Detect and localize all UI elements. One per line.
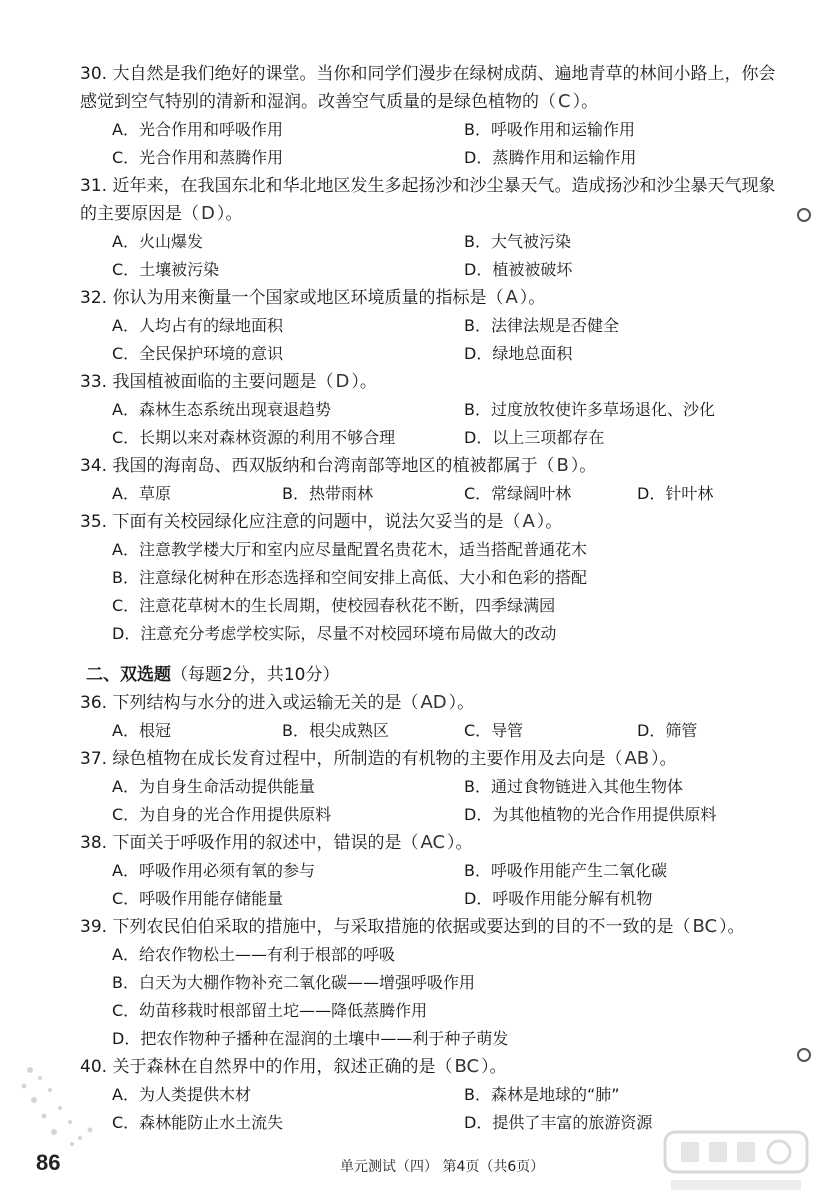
- handwritten-answer: A: [522, 511, 535, 532]
- question-text: 下面有关校园绿化应注意的问题中，说法欠妥当的是（: [112, 512, 521, 532]
- option-a: A．光合作用和呼吸作用: [112, 120, 283, 139]
- question-text: 近年来，在我国东北和华北地区发生多起扬沙和沙尘暴天气。造成扬沙和沙尘暴天气现象: [112, 176, 776, 196]
- option-a: A．草原: [112, 484, 171, 503]
- question-33: 33. 我国植被面临的主要问题是（ D ）。: [80, 371, 377, 392]
- question-number: 31.: [80, 176, 108, 196]
- handwritten-answer: AC: [420, 832, 446, 853]
- option-c: C．常绿阔叶林: [464, 484, 572, 503]
- handwritten-answer: B: [556, 455, 569, 476]
- option-a: A．给农作物松土——有利于根部的呼吸: [112, 945, 395, 964]
- option-a: A．注意教学楼大厅和室内应尽量配置名贵花木，适当搭配普通花木: [112, 540, 587, 559]
- option-b: B．白天为大棚作物补充二氧化碳——增强呼吸作用: [112, 973, 475, 992]
- question-text: 关于森林在自然界中的作用，叙述正确的是（: [112, 1057, 453, 1077]
- question-text: 下列农民伯伯采取的措施中，与采取措施的依据或要达到的目的不一致的是（: [112, 917, 691, 937]
- option-c: C．长期以来对森林资源的利用不够合理: [112, 428, 396, 447]
- option-c: C．光合作用和蒸腾作用: [112, 148, 284, 167]
- option-d: D．注意充分考虑学校实际，尽量不对校园环境布局做大的改动: [112, 624, 557, 643]
- question-text: 下列结构与水分的进入或运输无关的是（: [112, 693, 419, 713]
- option-c: C．幼苗移栽时根部留土坨——降低蒸腾作用: [112, 1001, 428, 1020]
- option-c: C．为自身的光合作用提供原料: [112, 805, 332, 824]
- option-a: A．森林生态系统出现衰退趋势: [112, 400, 331, 419]
- question-number: 35.: [80, 512, 108, 532]
- question-39: 39. 下列农民伯伯采取的措施中，与采取措施的依据或要达到的目的不一致的是（ BC ）。: [80, 916, 745, 937]
- question-30: 30. 大自然是我们绝好的课堂。当你和同学们漫步在绿树成荫、遍地青草的林间小路上，你会 感觉到空气特别的清新和湿润。改善空气质量的是绿色植物的（ C ）。: [80, 64, 776, 112]
- question-36: 36. 下列结构与水分的进入或运输无关的是（ AD ）。: [80, 692, 475, 713]
- binder-hole-icon: [797, 1048, 811, 1062]
- option-d: D．以上三项都存在: [464, 428, 605, 447]
- option-a: A．为自身生命活动提供能量: [112, 777, 315, 796]
- question-35: 35. 下面有关校园绿化应注意的问题中，说法欠妥当的是（ A ）。: [80, 511, 563, 532]
- option-a: A．为人类提供木材: [112, 1085, 251, 1104]
- footer-caption: 单元测试（四） 第4页（共6页）: [340, 1159, 545, 1175]
- option-d: D．提供了丰富的旅游资源: [464, 1113, 653, 1132]
- option-a: A．人均占有的绿地面积: [112, 316, 283, 335]
- question-34: 34. 我国的海南岛、西双版纳和台湾南部等地区的植被都属于（ B ）。: [80, 455, 597, 476]
- question-text: 绿色植物在成长发育过程中，所制造的有机物的主要作用及去向是（: [112, 749, 623, 769]
- question-number: 38.: [80, 833, 108, 853]
- option-c: C．呼吸作用能存储能量: [112, 889, 284, 908]
- option-c: C．注意花草树木的生长周期，使校园春秋花不断，四季绿满园: [112, 596, 556, 615]
- option-d: D．把农作物种子播种在湿润的土壤中——利于种子萌发: [112, 1029, 509, 1048]
- option-d: D．绿地总面积: [464, 344, 573, 363]
- question-number: 34.: [80, 456, 108, 476]
- question-number: 30.: [80, 64, 108, 84]
- option-d: D．针叶林: [637, 484, 714, 503]
- option-d: D．为其他植物的光合作用提供原料: [464, 805, 717, 824]
- option-b: B．大气被污染: [464, 232, 571, 251]
- option-a: A．呼吸作用必须有氧的参与: [112, 861, 315, 880]
- option-b: B．呼吸作用和运输作用: [464, 120, 635, 139]
- option-b: B．通过食物链进入其他生物体: [464, 777, 683, 796]
- handwritten-answer: C: [558, 91, 571, 112]
- option-b: B．热带雨林: [282, 484, 373, 503]
- option-c: C．全民保护环境的意识: [112, 344, 284, 363]
- handwritten-answer: A: [505, 287, 518, 308]
- question-text: 的主要原因是（: [80, 204, 199, 224]
- option-d: D．植被被破坏: [464, 260, 573, 279]
- option-c: C．导管: [464, 721, 524, 740]
- option-b: B．呼吸作用能产生二氧化碳: [464, 861, 667, 880]
- question-text: 下面关于呼吸作用的叙述中，错误的是（: [112, 833, 419, 853]
- question-32: 32. 你认为用来衡量一个国家或地区环境质量的指标是（ A ）。: [80, 287, 546, 308]
- option-a: A．火山爆发: [112, 232, 203, 251]
- question-text: 我国植被面临的主要问题是（: [112, 372, 334, 392]
- section-heading: [86, 661, 339, 689]
- binder-hole-icon: [797, 208, 811, 222]
- handwritten-answer: AB: [624, 748, 650, 769]
- question-text: 你认为用来衡量一个国家或地区环境质量的指标是（: [112, 288, 504, 308]
- question-text: 大自然是我们绝好的课堂。当你和同学们漫步在绿树成荫、遍地青草的林间小路上，你会: [112, 64, 776, 84]
- section-note: （每题2分，共10分）: [171, 665, 340, 685]
- option-a: A．根冠: [112, 721, 171, 740]
- option-b: B．过度放牧使许多草场退化、沙化: [464, 400, 715, 419]
- option-b: B．法律法规是否健全: [464, 316, 619, 335]
- handwritten-answer: BC: [454, 1056, 480, 1077]
- option-d: D．呼吸作用能分解有机物: [464, 889, 653, 908]
- handwritten-answer: D: [201, 203, 215, 224]
- option-c: C．土壤被污染: [112, 260, 220, 279]
- question-number: 33.: [80, 372, 108, 392]
- option-b: B．森林是地球的“肺”: [464, 1085, 620, 1104]
- question-number: 36.: [80, 693, 108, 713]
- watermark-logo-icon: [661, 1126, 811, 1196]
- handwritten-answer: D: [335, 371, 350, 392]
- question-37: 37. 绿色植物在成长发育过程中，所制造的有机物的主要作用及去向是（ AB ）。: [80, 748, 677, 769]
- question-text: 感觉到空气特别的清新和湿润。改善空气质量的是绿色植物的（: [80, 92, 556, 112]
- question-number: 37.: [80, 749, 108, 769]
- handwritten-answer: BC: [692, 916, 718, 937]
- question-number: 40.: [80, 1057, 108, 1077]
- question-40: 40. 关于森林在自然界中的作用，叙述正确的是（ BC ）。: [80, 1056, 507, 1077]
- question-text: 我国的海南岛、西双版纳和台湾南部等地区的植被都属于（: [112, 456, 555, 476]
- option-d: D．筛管: [637, 721, 698, 740]
- option-c: C．森林能防止水土流失: [112, 1113, 284, 1132]
- question-number: 39.: [80, 917, 108, 937]
- option-d: D．蒸腾作用和运输作用: [464, 148, 637, 167]
- page-number: 86: [36, 1150, 61, 1175]
- option-b: B．根尖成熟区: [282, 721, 389, 740]
- question-number: 32.: [80, 288, 108, 308]
- handwritten-answer: AD: [420, 692, 447, 713]
- option-b: B．注意绿化树种在形态选择和空间安排上高低、大小和色彩的搭配: [112, 568, 587, 587]
- question-31: 31. 近年来，在我国东北和华北地区发生多起扬沙和沙尘暴天气。造成扬沙和沙尘暴天气现象 的主要原因是（ D ）。: [80, 176, 776, 224]
- question-38: 38. 下面关于呼吸作用的叙述中，错误的是（ AC ）。: [80, 832, 473, 853]
- decorative-speckle-icon: [10, 1060, 110, 1150]
- section-title: 二、双选题: [86, 665, 171, 685]
